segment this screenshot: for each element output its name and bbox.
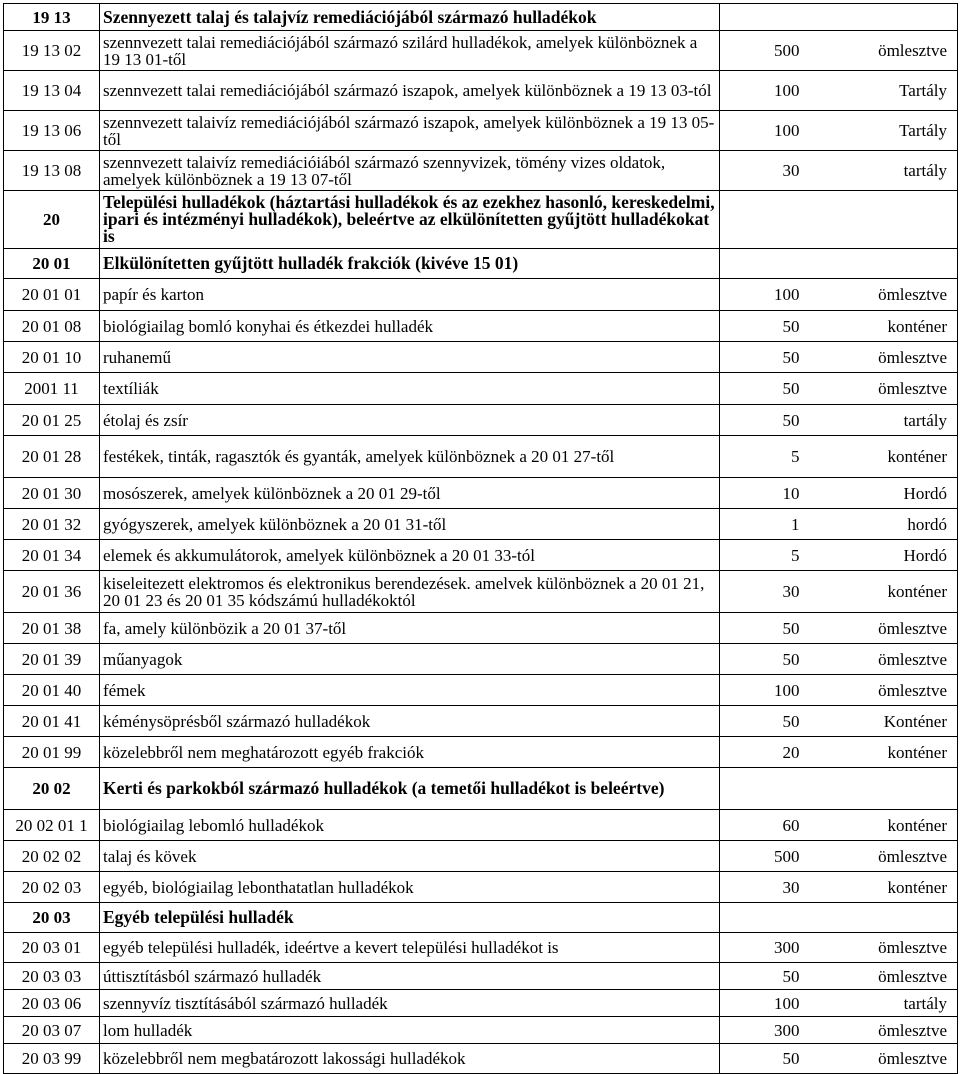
quantity-cell: 100 [720,990,810,1017]
waste-description-cell: szennvezett talai remediációjából származó szilárd hulladékok, amelyek különböznek a 19 13 01-től [100,31,720,71]
quantity-cell: 30 [720,872,810,903]
table-row [4,279,958,311]
container-unit-cell [810,4,958,31]
waste-description-cell: fa, amely különbözik a 20 01 37-től [100,613,720,644]
quantity-cell: 50 [720,373,810,405]
waste-code-cell: 20 01 08 [4,311,100,342]
table-row [4,436,958,478]
waste-description-cell: szennyvíz tisztításából származó hulladék [100,990,720,1017]
waste-description-cell: papír és karton [100,279,720,311]
waste-code-cell: 20 01 99 [4,737,100,768]
waste-description-cell: közelebbről nem meghatározott egyéb frakciók [100,737,720,768]
table-row [4,963,958,990]
waste-description-cell: Egyéb települési hulladék [100,903,720,933]
table-row [4,571,958,613]
table-row [4,841,958,872]
waste-code-cell: 20 03 99 [4,1044,100,1074]
container-unit-cell: tartály [810,990,958,1017]
container-unit-cell: Hordó [810,478,958,509]
container-unit-cell: konténer [810,571,958,613]
waste-description-cell: elemek és akkumulátorok, amelyek különböznek a 20 01 33-tól [100,540,720,571]
waste-code-cell: 20 01 41 [4,706,100,737]
waste-description-cell: biológiailag bomló konyhai és étkezdei hulladék [100,311,720,342]
container-unit-cell: konténer [810,737,958,768]
waste-description-cell: Települési hulladékok (háztartási hulladékok és az ezekhez hasonló, kereskedelmi, ipari és intézményi hulladékok), beleértve az elkülönítetten gyűjtött hulladékokat is [100,191,720,249]
quantity-cell: 10 [720,478,810,509]
waste-code-cell: 20 02 03 [4,872,100,903]
container-unit-cell: ömlesztve [810,31,958,71]
waste-description-cell: gyógyszerek, amelyek különböznek a 20 01 31-től [100,509,720,540]
waste-code-cell: 19 13 04 [4,71,100,111]
waste-code-cell: 20 01 34 [4,540,100,571]
container-unit-cell: konténer [810,872,958,903]
quantity-cell: 50 [720,1044,810,1074]
waste-description-cell: kiseleitezett elektromos és elektronikus berendezések. amelvek különböznek a 20 01 21, 20 01 23 és 20 01 35 kódszámú hulladékoktól [100,571,720,613]
container-unit-cell: konténer [810,311,958,342]
waste-description-cell: textíliák [100,373,720,405]
table-row [4,31,958,71]
table-row [4,373,958,405]
waste-table [3,3,958,1074]
waste-code-cell: 20 01 40 [4,675,100,706]
quantity-cell: 500 [720,31,810,71]
waste-code-cell: 2001 11 [4,373,100,405]
table-row [4,990,958,1017]
waste-code-cell: 20 03 03 [4,963,100,990]
container-unit-cell: ömlesztve [810,933,958,963]
waste-description-cell: Kerti és parkokból származó hulladékok (a temetői hulladékot is beleértve) [100,768,720,810]
waste-code-cell: 20 01 28 [4,436,100,478]
table-row [4,111,958,151]
table-row [4,478,958,509]
waste-description-cell: közelebbről nem megbatározott lakossági hulladékok [100,1044,720,1074]
quantity-cell [720,191,810,249]
container-unit-cell: hordó [810,509,958,540]
quantity-cell: 30 [720,571,810,613]
quantity-cell: 100 [720,279,810,311]
container-unit-cell: ömlesztve [810,963,958,990]
waste-description-cell: étolaj és zsír [100,405,720,436]
container-unit-cell: Konténer [810,706,958,737]
container-unit-cell: tartály [810,405,958,436]
container-unit-cell: Tartály [810,71,958,111]
container-unit-cell: konténer [810,810,958,841]
table-row [4,933,958,963]
waste-code-cell: 20 03 06 [4,990,100,1017]
table-row [4,540,958,571]
container-unit-cell: ömlesztve [810,675,958,706]
quantity-cell: 50 [720,644,810,675]
waste-code-cell: 20 01 [4,249,100,279]
waste-description-cell: Szennyezett talaj és talajvíz remediációjából származó hulladékok [100,4,720,31]
container-unit-cell: ömlesztve [810,644,958,675]
table-row [4,342,958,373]
table-row [4,675,958,706]
quantity-cell: 50 [720,706,810,737]
waste-description-cell: kéménysöprésből származó hulladékok [100,706,720,737]
table-row [4,706,958,737]
quantity-cell: 50 [720,405,810,436]
container-unit-cell: tartály [810,151,958,191]
container-unit-cell [810,191,958,249]
waste-code-cell: 20 01 10 [4,342,100,373]
table-row [4,509,958,540]
waste-description-cell: mosószerek, amelyek különböznek a 20 01 29-től [100,478,720,509]
quantity-cell: 30 [720,151,810,191]
waste-description-cell: festékek, tinták, ragasztók és gyanták, amelyek különböznek a 20 01 27-től [100,436,720,478]
table-row [4,151,958,191]
quantity-cell: 300 [720,933,810,963]
table-row [4,613,958,644]
container-unit-cell: ömlesztve [810,1044,958,1074]
waste-table-body [4,4,958,1074]
quantity-cell [720,249,810,279]
quantity-cell: 50 [720,342,810,373]
waste-code-cell: 19 13 02 [4,31,100,71]
quantity-cell: 500 [720,841,810,872]
quantity-cell: 20 [720,737,810,768]
waste-code-cell: 20 03 [4,903,100,933]
waste-description-cell: talaj és kövek [100,841,720,872]
group-header-row [4,768,958,810]
container-unit-cell [810,903,958,933]
quantity-cell [720,768,810,810]
group-header-row [4,4,958,31]
waste-code-cell: 20 01 01 [4,279,100,311]
waste-code-cell: 20 01 36 [4,571,100,613]
waste-code-cell: 20 02 [4,768,100,810]
waste-code-cell: 20 01 39 [4,644,100,675]
container-unit-cell: Tartály [810,111,958,151]
waste-description-cell: műanyagok [100,644,720,675]
waste-description-cell: lom hulladék [100,1017,720,1044]
waste-description-cell: egyéb, biológiailag lebonthatatlan hulladékok [100,872,720,903]
waste-code-cell: 20 01 38 [4,613,100,644]
waste-description-cell: úttisztításból származó hulladék [100,963,720,990]
quantity-cell: 60 [720,810,810,841]
waste-code-cell: 20 02 01 1 [4,810,100,841]
group-header-row [4,249,958,279]
quantity-cell: 5 [720,540,810,571]
waste-code-cell: 19 13 [4,4,100,31]
group-header-row [4,903,958,933]
container-unit-cell: ömlesztve [810,342,958,373]
table-row [4,810,958,841]
quantity-cell: 50 [720,311,810,342]
waste-description-cell: szennvezett talaivíz remediációiából származó szennyvizek, tömény vizes oldatok, amelyek különböznek a 19 13 07-től [100,151,720,191]
waste-description-cell: egyéb települési hulladék, ideértve a kevert települési hulladékot is [100,933,720,963]
waste-code-cell: 20 03 07 [4,1017,100,1044]
container-unit-cell: ömlesztve [810,279,958,311]
table-row [4,311,958,342]
waste-description-cell: szennvezett talaivíz remediációjából származó iszapok, amelyek különböznek a 19 13 05-től [100,111,720,151]
waste-description-cell: Elkülönítetten gyűjtött hulladék frakciók (kivéve 15 01) [100,249,720,279]
container-unit-cell: Hordó [810,540,958,571]
quantity-cell [720,4,810,31]
waste-code-cell: 19 13 06 [4,111,100,151]
quantity-cell: 100 [720,71,810,111]
quantity-cell: 300 [720,1017,810,1044]
waste-code-cell: 20 01 25 [4,405,100,436]
waste-code-cell: 20 [4,191,100,249]
table-row [4,872,958,903]
quantity-cell: 100 [720,675,810,706]
waste-code-cell: 20 03 01 [4,933,100,963]
quantity-cell: 50 [720,613,810,644]
waste-description-cell: szennvezett talai remediációjából származó iszapok, amelyek különböznek a 19 13 03-tól [100,71,720,111]
waste-code-cell: 20 01 30 [4,478,100,509]
container-unit-cell [810,768,958,810]
waste-description-cell: ruhanemű [100,342,720,373]
container-unit-cell [810,249,958,279]
waste-description-cell: fémek [100,675,720,706]
table-row [4,1044,958,1074]
quantity-cell: 50 [720,963,810,990]
group-header-row [4,191,958,249]
table-row [4,405,958,436]
container-unit-cell: ömlesztve [810,373,958,405]
quantity-cell: 100 [720,111,810,151]
waste-code-cell: 20 02 02 [4,841,100,872]
quantity-cell: 5 [720,436,810,478]
container-unit-cell: ömlesztve [810,613,958,644]
waste-code-cell: 20 01 32 [4,509,100,540]
table-row [4,737,958,768]
table-row [4,1017,958,1044]
quantity-cell: 1 [720,509,810,540]
container-unit-cell: ömlesztve [810,841,958,872]
container-unit-cell: konténer [810,436,958,478]
table-row [4,644,958,675]
quantity-cell [720,903,810,933]
table-row [4,71,958,111]
waste-description-cell: biológiailag lebomló hulladékok [100,810,720,841]
waste-code-cell: 19 13 08 [4,151,100,191]
container-unit-cell: ömlesztve [810,1017,958,1044]
